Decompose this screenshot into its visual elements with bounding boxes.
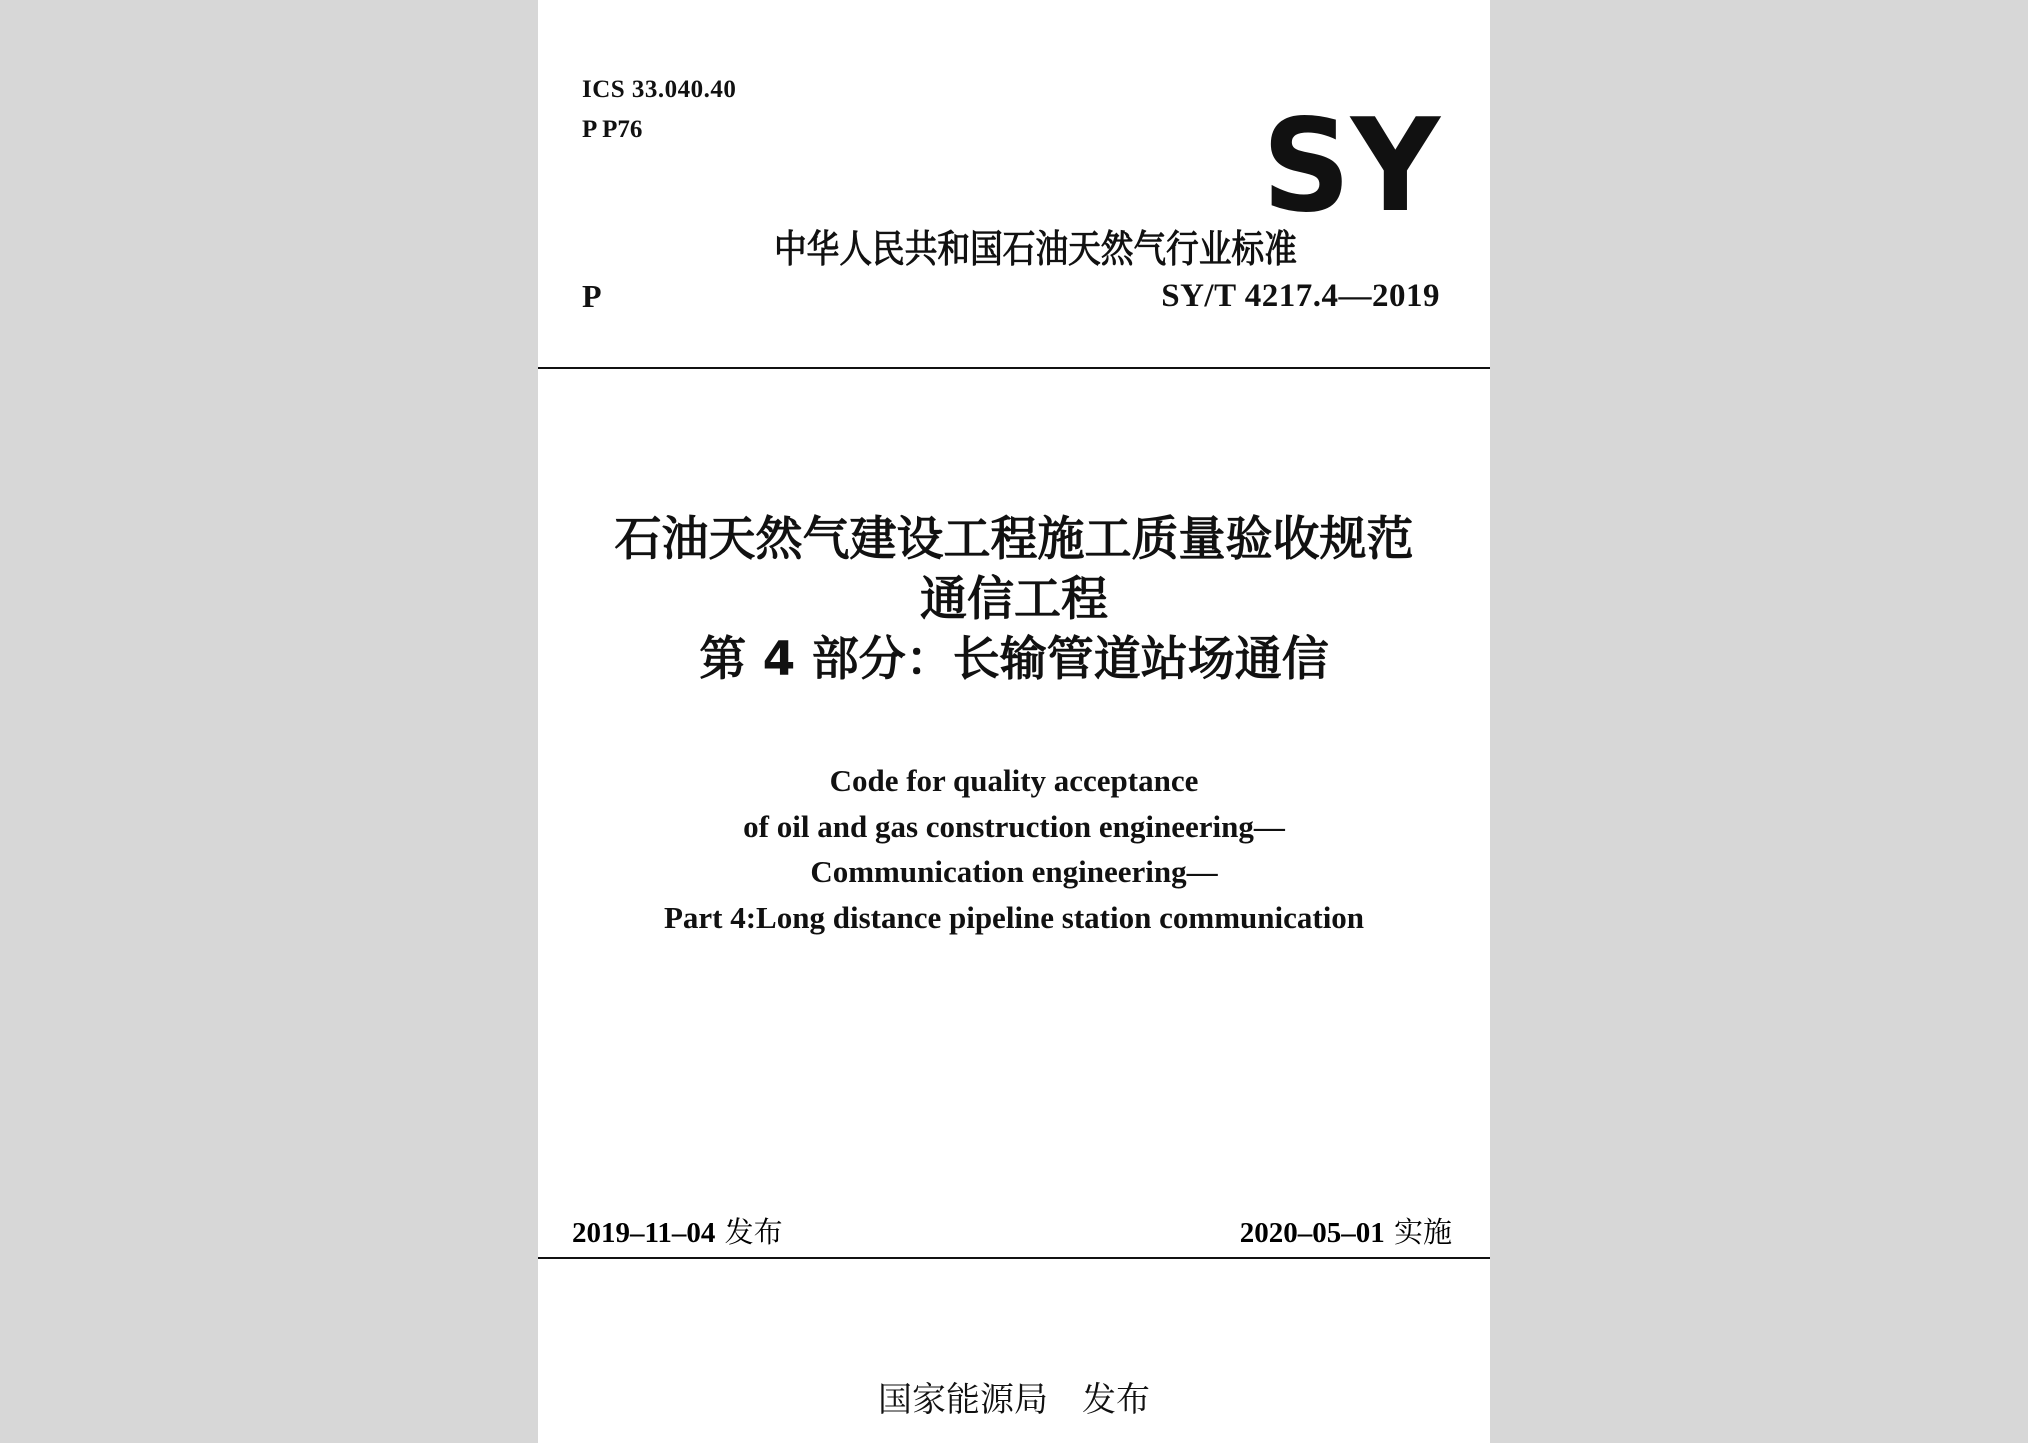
chinese-title-line-1: 石油天然气建设工程施工质量验收规范 [614,512,1414,567]
english-title-line-1: Code for quality acceptance [829,763,1199,798]
issue-date-label: 发布 [724,1215,783,1249]
document-page [538,0,1490,1443]
implementation-date-value: 2020–05–01 [1239,1217,1385,1249]
sy-logo-text: SY [1262,106,1442,224]
english-title-line-3: Communication engineering— [810,854,1218,889]
industry-standard-title: 中华人民共和国石油天然气行业标准 [774,227,1297,271]
bottom-divider [538,1257,1490,1259]
category-letter: P [582,278,602,314]
english-title-line-4: Part 4:Long distance pipeline station communication [663,899,1365,935]
sy-logo [1262,106,1442,224]
chinese-title-line-3: 第 4 部分：长输管道站场通信 [699,632,1329,687]
english-title-line-2: of oil and gas construction engineering— [743,808,1285,844]
sy-logo-mark [1262,106,1442,224]
ics-code: ICS 33.040.40 [582,76,737,103]
english-title [538,758,1490,940]
issue-date-value: 2019–11–04 [572,1217,716,1249]
publisher: 国家能源局 发布 [878,1380,1150,1420]
implementation-date [1240,1210,1452,1251]
chinese-title [538,510,1490,690]
top-divider [538,367,1490,369]
issue-date [572,1210,783,1251]
ccs-code: P P76 [582,116,643,143]
implementation-date-label: 实施 [1393,1215,1452,1249]
chinese-title-line-2: 通信工程 [920,572,1108,627]
standard-number: SY/T 4217.4—2019 [1161,278,1440,314]
